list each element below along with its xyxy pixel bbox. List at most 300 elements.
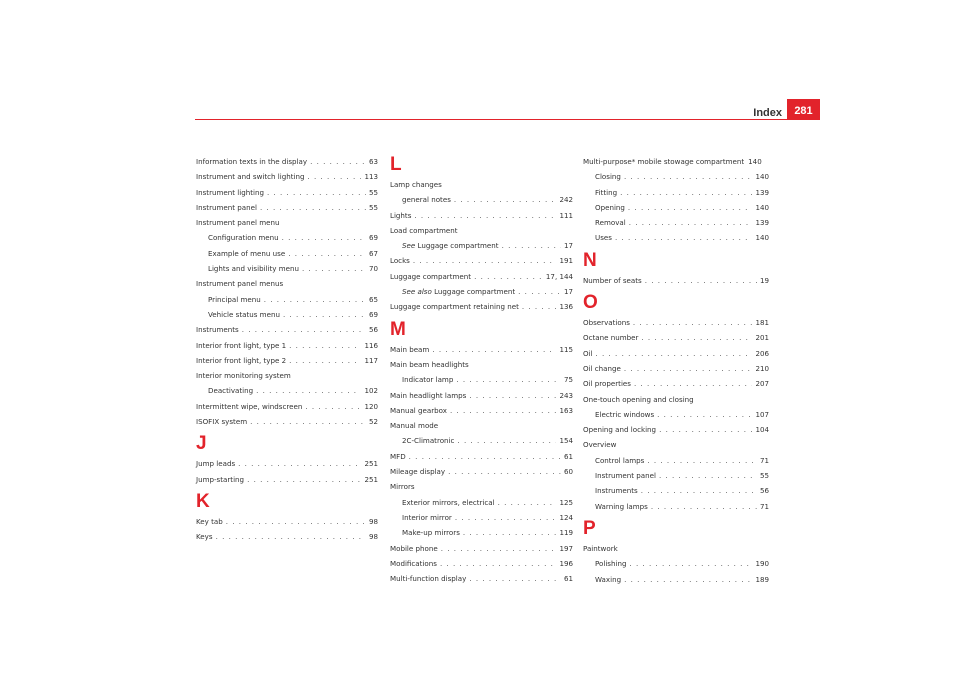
- entry-label: Modifications: [390, 558, 437, 568]
- entry-label: Mileage display: [390, 467, 446, 477]
- index-entry: [583, 315, 769, 330]
- entry-label: Configuration menu: [208, 233, 279, 243]
- page-ref: 17: [563, 241, 573, 251]
- index-subentry: [390, 372, 573, 387]
- dot-leader: [256, 383, 361, 398]
- index-subentry: [583, 453, 769, 468]
- dot-leader: [596, 346, 753, 361]
- page-ref: 163: [559, 405, 573, 415]
- index-entry: [390, 418, 573, 433]
- page-number-badge: 281: [787, 99, 820, 119]
- index-entry: [390, 556, 573, 571]
- page-ref: 117: [364, 355, 378, 365]
- index-entry: [196, 399, 378, 414]
- entry-text: [390, 418, 438, 433]
- index-entry: [583, 273, 769, 288]
- dot-leader: [657, 407, 752, 422]
- page-ref: 251: [364, 474, 378, 484]
- dot-leader: [264, 292, 366, 307]
- entry-text: [390, 556, 437, 571]
- entry-text: [196, 169, 304, 184]
- entry-label: Uses: [595, 233, 612, 243]
- index-subentry: [583, 407, 769, 422]
- entry-text: [390, 464, 445, 479]
- index-entry: [390, 342, 573, 357]
- dot-leader: [457, 433, 556, 448]
- page-ref: 69: [368, 233, 378, 243]
- index-subentry: [390, 433, 573, 448]
- page-ref: 206: [755, 348, 769, 358]
- entry-label: Example of menu use: [208, 248, 286, 258]
- page-ref: 207: [755, 379, 769, 389]
- dot-leader: [647, 453, 757, 468]
- page-ref: 65: [368, 294, 378, 304]
- index-entry: [390, 541, 573, 556]
- dot-leader: [633, 315, 753, 330]
- dot-leader: [242, 322, 366, 337]
- entry-text: [595, 215, 626, 230]
- entry-text: [196, 276, 283, 291]
- entry-label: Warning lamps: [595, 501, 648, 511]
- index-entry: [390, 208, 573, 223]
- entry-label: One-touch opening and closing: [583, 394, 694, 404]
- entry-text: [583, 422, 656, 437]
- index-entry: [196, 472, 378, 487]
- page-ref: 243: [559, 390, 573, 400]
- entry-label: Electric windows: [595, 409, 655, 419]
- index-entry: [583, 346, 769, 361]
- dot-leader: [302, 261, 366, 276]
- dot-leader: [450, 403, 556, 418]
- page-ref: 111: [559, 210, 573, 220]
- entry-label: Lamp changes: [390, 180, 442, 189]
- entry-label: Manual gearbox: [390, 405, 447, 415]
- page-ref: 60: [563, 467, 573, 477]
- index-entry: [390, 253, 573, 268]
- entry-label: Instruments: [595, 486, 638, 496]
- entry-text: [196, 338, 286, 353]
- dot-leader: [469, 571, 561, 586]
- entry-label: Closing: [595, 172, 621, 182]
- entry-text: [595, 407, 654, 422]
- entry-text: [208, 261, 299, 276]
- index-entry: [196, 276, 378, 291]
- dot-leader: [659, 468, 757, 483]
- entry-text: [196, 215, 280, 230]
- page-ref: 70: [368, 264, 378, 274]
- dot-leader: [518, 284, 561, 299]
- index-entry: [196, 169, 378, 184]
- page-ref: 17, 144: [545, 271, 573, 281]
- entry-text: [402, 433, 454, 448]
- page-ref: 104: [755, 425, 769, 435]
- index-subentry: [583, 230, 769, 245]
- page-ref: 191: [559, 256, 573, 266]
- index-entry: [390, 464, 573, 479]
- entry-text: [196, 529, 213, 544]
- page-ref: 196: [559, 558, 573, 568]
- page-ref: 98: [368, 516, 378, 526]
- entry-text: [196, 154, 307, 169]
- entry-label: Indicator lamp: [402, 375, 454, 385]
- dot-leader: [615, 230, 753, 245]
- dot-leader: [283, 307, 366, 322]
- entry-label: Luggage compartment retaining net: [390, 302, 519, 312]
- entry-text: [402, 525, 460, 540]
- dot-leader: [216, 529, 366, 544]
- entry-text: [390, 449, 406, 464]
- page-ref: 107: [755, 409, 769, 419]
- dot-leader: [469, 388, 556, 403]
- dot-leader: [409, 449, 561, 464]
- dot-leader: [498, 495, 557, 510]
- index-subentry: [390, 238, 573, 253]
- dot-leader: [620, 185, 752, 200]
- page-ref: 119: [559, 528, 573, 538]
- page-ref: 52: [368, 417, 378, 427]
- dot-leader: [641, 330, 752, 345]
- dot-leader: [455, 510, 557, 525]
- entry-text: [196, 399, 302, 414]
- index-subentry: [196, 261, 378, 276]
- index-entry: [583, 541, 769, 556]
- index-entry: [196, 353, 378, 368]
- index-subentry: [583, 185, 769, 200]
- entry-text: [390, 342, 429, 357]
- entry-text: [208, 383, 253, 398]
- entry-label: Interior front light, type 1: [196, 340, 287, 350]
- page-ref: 120: [364, 401, 378, 411]
- index-letter-heading: J: [196, 433, 207, 455]
- dot-leader: [247, 472, 361, 487]
- entry-label: Main headlight lamps: [390, 390, 467, 400]
- index-entry: [390, 269, 573, 284]
- entry-text: [583, 273, 642, 288]
- entry-label: Fitting: [595, 187, 618, 197]
- index-letter-heading: M: [390, 318, 406, 340]
- index-column-3: [583, 154, 769, 587]
- index-entry: [196, 456, 378, 471]
- page-ref: 139: [755, 218, 769, 228]
- page-ref: 140: [755, 202, 769, 212]
- entry-label: Instrument and switch lighting: [196, 172, 305, 182]
- page-ref: 136: [559, 302, 573, 312]
- dot-leader: [502, 238, 561, 253]
- entry-label: Manual mode: [390, 421, 439, 431]
- entry-label: Opening: [595, 202, 625, 212]
- entry-text: [196, 456, 235, 471]
- page-ref: 55: [368, 187, 378, 197]
- dot-leader: [260, 200, 366, 215]
- dot-leader: [624, 572, 752, 587]
- index-letter-heading: P: [583, 517, 596, 539]
- page-ref: 56: [759, 486, 769, 496]
- dot-leader: [238, 456, 361, 471]
- index-letter-heading: O: [583, 292, 598, 314]
- entry-text: [208, 246, 285, 261]
- index-entry: [390, 357, 573, 372]
- page-ref: 113: [364, 172, 378, 182]
- page-ref: 140: [755, 233, 769, 243]
- index-entry: [196, 338, 378, 353]
- dot-leader: [641, 483, 757, 498]
- page-ref: 19: [759, 275, 769, 285]
- entry-text: [583, 361, 621, 376]
- entry-text: [390, 253, 410, 268]
- index-letter-heading: N: [583, 249, 597, 271]
- index-subentry: [196, 383, 378, 398]
- dot-leader: [310, 154, 366, 169]
- entry-label: Control lamps: [595, 455, 645, 465]
- entry-text: [583, 541, 618, 556]
- entry-label: Paintwork: [583, 543, 618, 553]
- entry-label: Exterior mirrors, electrical: [402, 497, 495, 507]
- entry-label: Oil: [583, 348, 593, 358]
- entry-text: [196, 200, 257, 215]
- page-ref: 75: [563, 375, 573, 385]
- index-subentry: [196, 292, 378, 307]
- entry-label: Information texts in the display: [196, 157, 308, 166]
- entry-label: Vehicle status menu: [208, 309, 280, 319]
- section-title: Index: [753, 107, 782, 119]
- entry-label: Locks: [390, 256, 410, 266]
- entry-label: Interior mirror: [402, 512, 452, 522]
- index-entry: [196, 154, 378, 169]
- entry-text: [390, 571, 466, 586]
- page-ref: 242: [559, 195, 573, 205]
- entry-text: [402, 284, 515, 299]
- entry-label: Mirrors: [390, 482, 415, 492]
- entry-text: [402, 510, 452, 525]
- entry-text: [390, 269, 471, 284]
- entry-text: [390, 479, 415, 494]
- entry-label: Opening and locking: [583, 425, 657, 435]
- dot-leader: [456, 372, 561, 387]
- page-ref: 197: [559, 543, 573, 553]
- entry-label: Observations: [583, 318, 630, 328]
- entry-text: [196, 353, 286, 368]
- dot-leader: [414, 208, 556, 223]
- page-ref: 55: [759, 471, 769, 481]
- index-subentry: [196, 230, 378, 245]
- entry-label: Deactivating: [208, 386, 254, 396]
- page-ref: 69: [368, 309, 378, 319]
- dot-leader: [289, 353, 361, 368]
- entry-text: [390, 208, 411, 223]
- entry-text: [583, 154, 744, 169]
- dot-leader: [448, 464, 561, 479]
- index-subentry: [583, 169, 769, 184]
- entry-label: Luggage compartment: [417, 241, 499, 251]
- page-ref: 56: [368, 325, 378, 335]
- entry-label: Instrument panel menu: [196, 218, 280, 228]
- entry-text: [390, 299, 519, 314]
- entry-text: [208, 307, 280, 322]
- entry-text: [196, 472, 244, 487]
- index-entry: [390, 177, 573, 192]
- index-entry: [390, 479, 573, 494]
- entry-label: Removal: [595, 218, 626, 228]
- entry-text: [583, 330, 638, 345]
- dot-leader: [250, 414, 366, 429]
- entry-text: [595, 572, 621, 587]
- dot-leader: [282, 230, 366, 245]
- index-subentry: [390, 495, 573, 510]
- entry-text: [583, 437, 616, 452]
- index-subentry: [583, 483, 769, 498]
- see-reference: See: [402, 241, 416, 251]
- entry-text: [196, 514, 223, 529]
- page-ref: 17: [563, 287, 573, 297]
- dot-leader: [629, 556, 752, 571]
- index-entry: [583, 392, 769, 407]
- entry-text: [390, 403, 447, 418]
- dot-leader: [226, 514, 366, 529]
- dot-leader: [454, 192, 557, 207]
- index-entry: [196, 414, 378, 429]
- entry-text: [196, 414, 247, 429]
- entry-label: Load compartment: [390, 225, 458, 235]
- entry-label: Octane number: [583, 333, 639, 343]
- index-entry: [390, 403, 573, 418]
- page-ref: 115: [559, 344, 573, 354]
- dot-leader: [659, 422, 752, 437]
- entry-label: Instrument lighting: [196, 187, 264, 197]
- entry-label: Interior monitoring system: [196, 371, 291, 381]
- dot-leader: [267, 185, 366, 200]
- entry-text: [583, 315, 630, 330]
- entry-label: Principal menu: [208, 294, 261, 304]
- index-entry: [196, 514, 378, 529]
- index-subentry: [583, 200, 769, 215]
- dot-leader: [624, 361, 753, 376]
- dot-leader: [305, 399, 361, 414]
- dot-leader: [307, 169, 361, 184]
- entry-label: MFD: [390, 451, 406, 461]
- entry-text: [196, 368, 291, 383]
- index-subentry: [583, 499, 769, 514]
- entry-label: Luggage compartment: [390, 271, 472, 281]
- index-entry: [390, 299, 573, 314]
- page-ref: 71: [759, 455, 769, 465]
- page-ref: 98: [368, 532, 378, 542]
- page-ref: 55: [368, 202, 378, 212]
- entry-label: Key tab: [196, 516, 223, 526]
- index-entry: [390, 388, 573, 403]
- index-subentry: [583, 215, 769, 230]
- entry-label: Instruments: [196, 325, 239, 335]
- entry-text: [390, 223, 458, 238]
- entry-text: [583, 376, 631, 391]
- entry-label: Lights: [390, 210, 412, 220]
- index-letter-heading: L: [390, 154, 402, 175]
- page-ref: 190: [755, 559, 769, 569]
- page-ref: 154: [559, 436, 573, 446]
- index-entry: [196, 322, 378, 337]
- see-reference: See also: [402, 287, 432, 297]
- dot-leader: [289, 338, 361, 353]
- page-ref: 61: [563, 451, 573, 461]
- entry-text: [390, 357, 469, 372]
- dot-leader: [629, 215, 753, 230]
- entry-label: Luggage compartment: [434, 287, 516, 297]
- index-entry: [583, 361, 769, 376]
- index-entry: [390, 449, 573, 464]
- entry-label: Waxing: [595, 574, 622, 584]
- entry-label: Mobile phone: [390, 543, 438, 553]
- index-entry: [583, 376, 769, 391]
- entry-text: [402, 192, 451, 207]
- index-subentry: [583, 468, 769, 483]
- page-ref: 210: [755, 363, 769, 373]
- entry-text: [390, 388, 466, 403]
- page-ref: 189: [755, 574, 769, 584]
- dot-leader: [432, 342, 556, 357]
- index-entry: [390, 223, 573, 238]
- entry-text: [595, 483, 638, 498]
- dot-leader: [463, 525, 557, 540]
- header-rule: [195, 119, 820, 120]
- entry-text: [595, 169, 621, 184]
- entry-label: Oil change: [583, 363, 621, 373]
- index-entry: [196, 368, 378, 383]
- index-subentry: [583, 556, 769, 571]
- entry-text: [390, 541, 438, 556]
- page-ref: 181: [755, 318, 769, 328]
- page-ref: 71: [759, 501, 769, 511]
- page-ref: 139: [755, 187, 769, 197]
- entry-label: Multi-purpose* mobile stowage compartment: [583, 157, 745, 166]
- page-ref: 201: [755, 333, 769, 343]
- dot-leader: [440, 556, 557, 571]
- entry-text: [390, 177, 442, 192]
- entry-text: [595, 185, 617, 200]
- dot-leader: [645, 273, 757, 288]
- entry-text: [595, 468, 656, 483]
- entry-label: Keys: [196, 532, 213, 542]
- index-subentry: [390, 284, 573, 299]
- entry-label: Lights and visibility menu: [208, 264, 300, 274]
- entry-text: [208, 230, 279, 245]
- page-ref: 140: [748, 157, 762, 166]
- dot-leader: [441, 541, 557, 556]
- entry-label: Main beam headlights: [390, 359, 469, 369]
- index-column-2: [390, 154, 573, 586]
- index-entry: [583, 154, 769, 169]
- entry-text: [196, 322, 239, 337]
- entry-label: 2C-Climatronic: [402, 436, 455, 446]
- dot-leader: [628, 200, 753, 215]
- index-entry: [390, 571, 573, 586]
- dot-leader: [651, 499, 757, 514]
- entry-label: Main beam: [390, 344, 430, 354]
- entry-label: Oil properties: [583, 379, 631, 389]
- entry-label: Instrument panel: [595, 471, 656, 481]
- dot-leader: [634, 376, 752, 391]
- dot-leader: [474, 269, 543, 284]
- entry-label: Make-up mirrors: [402, 528, 460, 538]
- entry-label: ISOFIX system: [196, 417, 248, 427]
- dot-leader: [288, 246, 366, 261]
- entry-text: [595, 200, 625, 215]
- entry-text: [595, 453, 644, 468]
- entry-text: [595, 230, 612, 245]
- entry-label: Jump-starting: [196, 474, 245, 484]
- entry-label: general notes: [402, 195, 451, 205]
- index-subentry: [390, 192, 573, 207]
- entry-text: [583, 392, 694, 407]
- index-entry: [583, 437, 769, 452]
